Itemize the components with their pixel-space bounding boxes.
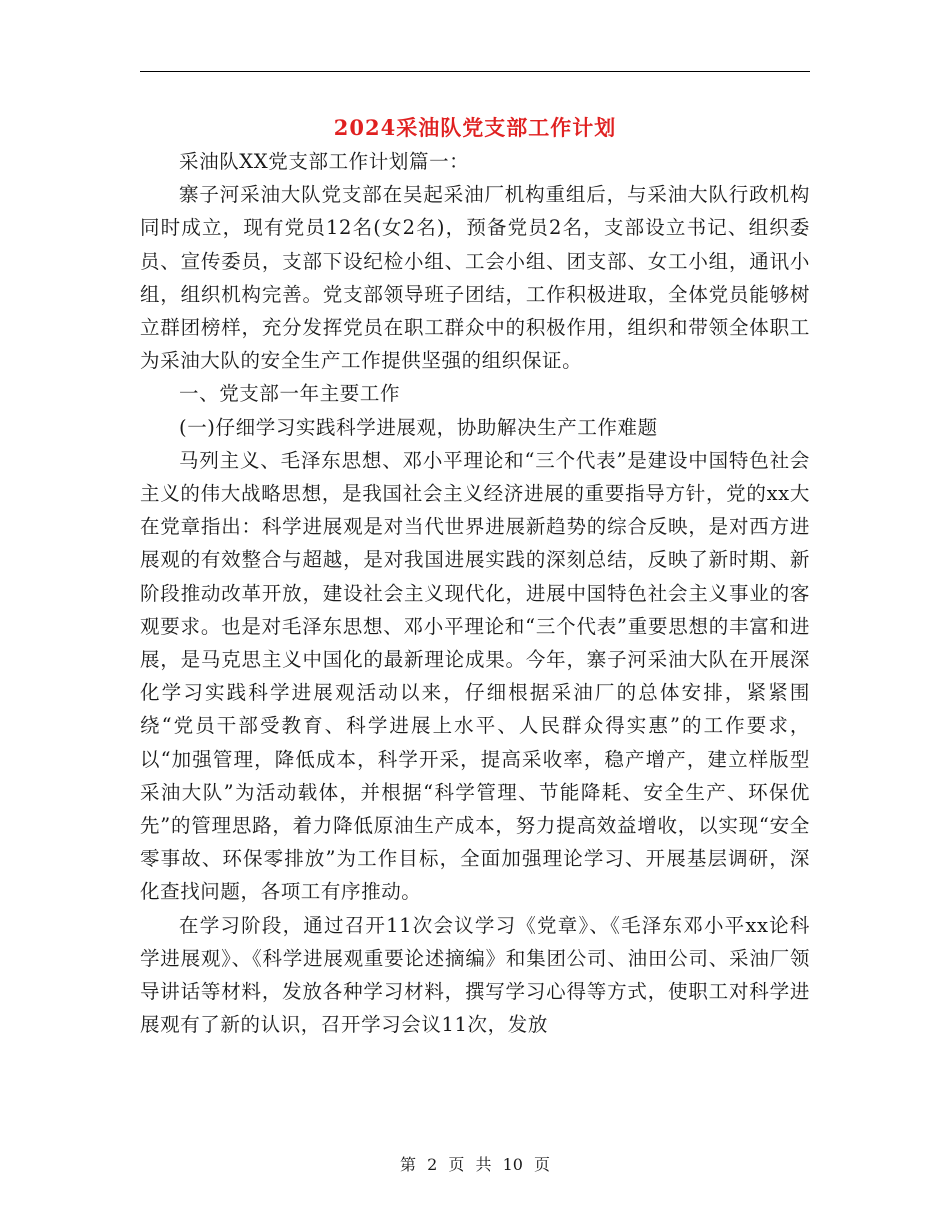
paragraph: 采油队XX党支部工作计划篇一：: [179, 150, 470, 173]
paragraph: 马列主义、毛泽东思想、邓小平理论和“三个代表”是建设中国特色社会主义的伟大战略思想，是我国社会主义经济进展的重要指导方针，党的xx大在党章指出：科学进展观是对当代世界进展新趋势的综合反映，是对西方进展观的有效整合与超越，是对我国进展实践的深刻总结，反映了新时期、新阶段推动改革开放，建设社会主义现代化，进展中国特色社会主义事业的客观要求。也是对毛泽东思想、邓小平理论和“三个代表”重要思想的丰富和进展，是马克思主义中国化的最新理论成果。今年，寨子河采油大队在开展深化学习实践科学进展观活动以来，仔细根据采油厂的总体安排，紧紧围绕“党员干部受教育、科学进展上水平、人民群众得实惠”的工作要求，以“加强管理，降低成本，科学开采，提高采收率，稳产增产，建立样版型采油大队”为活动载体，并根据“科学管理、节能降耗、安全生产、环保优先”的管理思路，着力降低原油生产成本，努力提高效益增收，以实现“安全零事故、环保零排放”为工作目标，全面加强理论学习、开展基层调研，深化查找问题，各项工有序推动。: [140, 448, 810, 904]
paragraph: 在学习阶段，通过召开11次会议学习《党章》、《毛泽东邓小平xx论科学进展观》、《科学进展观重要论述摘编》和集团公司、油田公司、采油厂领导讲话等材料，发放各种学习材料，撰写学习心得等方式，使职工对科学进展观有了新的认识，召开学习会议11次，发放: [140, 913, 810, 1037]
document-body: [140, 145, 810, 1041]
page-footer: [140, 1153, 810, 1177]
document-title: 2024采油队党支部工作计划: [333, 115, 617, 140]
footer-total-pages: 10: [502, 1155, 523, 1174]
section-heading: 一、党支部一年主要工作: [179, 382, 401, 406]
header-rule: [140, 71, 810, 72]
footer-prefix: 第: [399, 1155, 416, 1174]
footer-current-page: 2: [427, 1155, 438, 1174]
footer-total-label: 共: [475, 1155, 492, 1174]
footer-page-word: 页: [448, 1155, 465, 1174]
paragraph: 寨子河采油大队党支部在吴起采油厂机构重组后，与采油大队行政机构同时成立，现有党员12名(女2名)，预备党员2名，支部设立书记、组织委员、宣传委员，支部下设纪检小组、工会小组、团支部、女工小组，通讯小组，组织机构完善。党支部领导班子团结，工作积极进取，全体党员能够树立群团榜样，充分发挥党员在职工群众中的积极作用，组织和带领全体职工为采油大队的安全生产工作提供坚强的组织保证。: [140, 183, 810, 373]
subsection-heading: (一)仔细学习实践科学进展观，协助解决生产工作难题: [179, 415, 658, 439]
footer-suffix: 页: [534, 1155, 551, 1174]
